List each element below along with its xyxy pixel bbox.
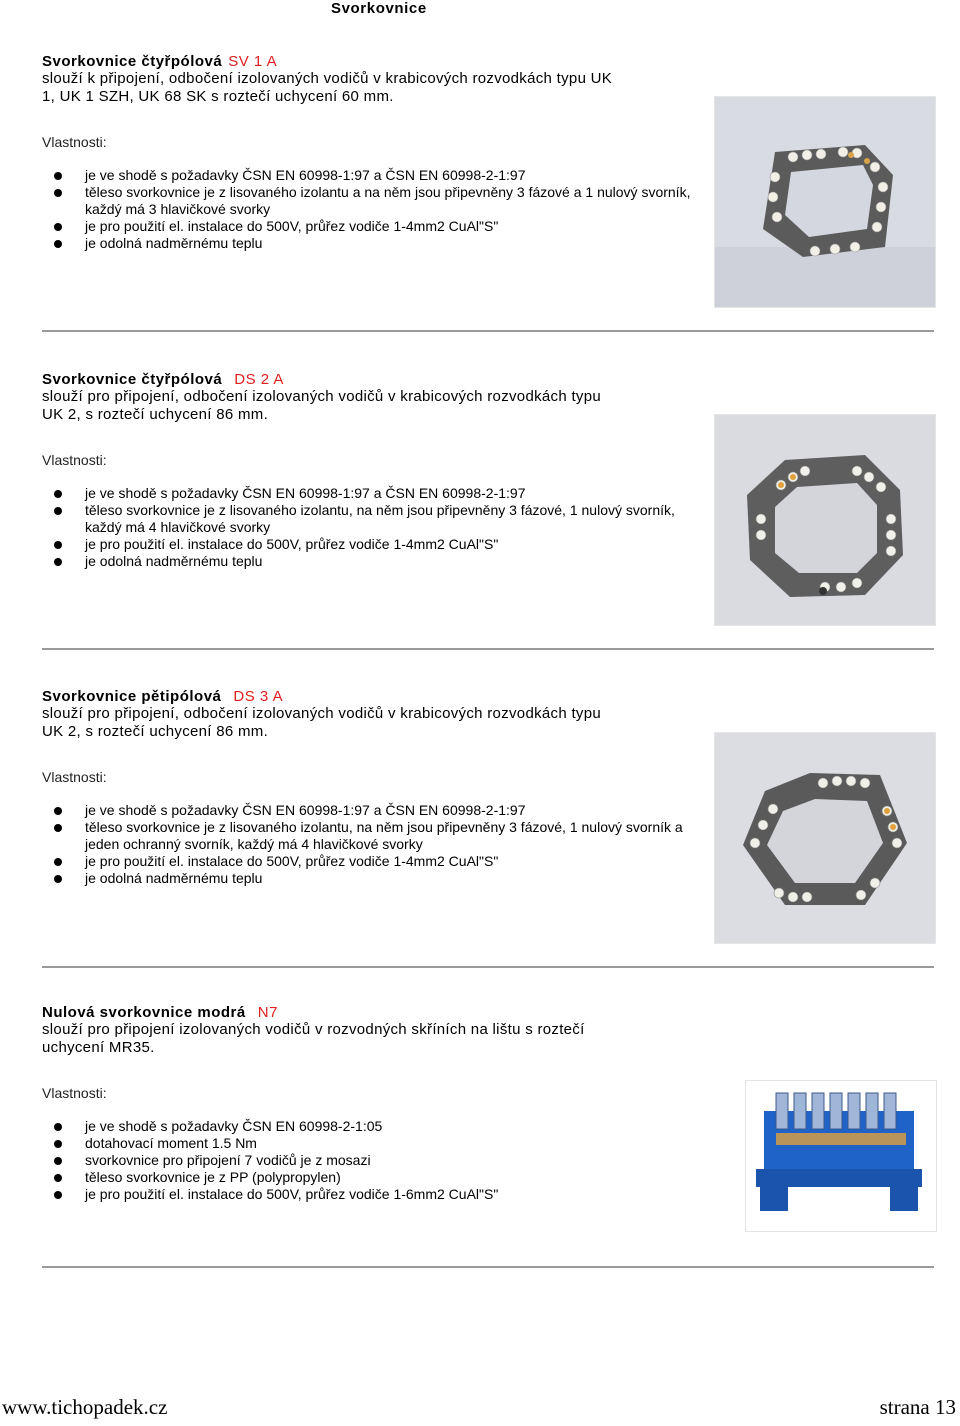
list-item: je odolná nadměrnému teplu xyxy=(42,235,702,252)
section-n7 xyxy=(42,1004,702,1203)
section-divider xyxy=(42,1266,934,1268)
section-ds3a xyxy=(42,688,702,887)
product-photo-ds2a xyxy=(714,414,936,626)
bullet-icon xyxy=(54,541,62,549)
properties-label: Vlastnosti: xyxy=(42,769,107,785)
list-item: těleso svorkovnice je z PP (polypropylen) xyxy=(42,1169,702,1186)
bullet-icon xyxy=(54,1174,62,1182)
section-title xyxy=(42,53,702,70)
product-description: slouží pro připojení izolovaných vodičů v rozvodných skříních na lištu s roztečí uchycení MR35. xyxy=(42,1021,585,1056)
list-item: dotahovací moment 1.5 Nm xyxy=(42,1135,702,1152)
product-code: SV 1 A xyxy=(228,53,278,70)
properties-list xyxy=(42,802,702,887)
list-item: je pro použití el. instalace do 500V, průřez vodiče 1-4mm2 CuAl"S" xyxy=(42,853,702,870)
product-photo-ds3a xyxy=(714,732,936,944)
product-name: Svorkovnice pětipólová xyxy=(42,688,222,705)
list-item: je ve shodě s požadavky ČSN EN 60998-1:97 a ČSN EN 60998-2-1:97 xyxy=(42,167,702,184)
section-divider xyxy=(42,648,934,650)
page-title: Svorkovnice xyxy=(331,0,427,17)
section-title xyxy=(42,371,702,388)
list-item: je pro použití el. instalace do 500V, průřez vodiče 1-4mm2 CuAl"S" xyxy=(42,536,702,553)
product-photo-sv1a xyxy=(714,96,936,308)
bullet-icon xyxy=(54,1157,62,1165)
section-divider xyxy=(42,966,934,968)
list-item: je ve shodě s požadavky ČSN EN 60998-2-1:05 xyxy=(42,1118,702,1135)
section-title xyxy=(42,688,702,705)
properties-list xyxy=(42,167,702,252)
list-item: je ve shodě s požadavky ČSN EN 60998-1:97 a ČSN EN 60998-2-1:97 xyxy=(42,485,702,502)
properties-label: Vlastnosti: xyxy=(42,452,107,468)
section-ds2a xyxy=(42,371,702,570)
list-item: těleso svorkovnice je z lisovaného izolantu, na něm jsou připevněny 3 fázové, 1 nulový svorník, každý má 4 hlavičkové svorky xyxy=(42,502,702,536)
bullet-icon xyxy=(54,223,62,231)
product-code: DS 3 A xyxy=(233,688,284,705)
product-description: slouží k připojení, odbočení izolovaných vodičů v krabicových rozvodkách typu UK 1, UK 1 SZH, UK 68 SK s roztečí uchycení 60 mm. xyxy=(42,70,613,105)
bullet-icon xyxy=(54,824,62,832)
bullet-icon xyxy=(54,875,62,883)
list-item: je odolná nadměrnému teplu xyxy=(42,870,702,887)
bullet-icon xyxy=(54,172,62,180)
list-item: je pro použití el. instalace do 500V, průřez vodiče 1-4mm2 CuAl"S" xyxy=(42,218,702,235)
product-code: DS 2 A xyxy=(234,371,284,388)
product-name: Svorkovnice čtyřpólová xyxy=(42,53,223,70)
list-item: je odolná nadměrnému teplu xyxy=(42,553,702,570)
product-photo-n7 xyxy=(745,1080,937,1232)
list-item: je ve shodě s požadavky ČSN EN 60998-1:97 a ČSN EN 60998-2-1:97 xyxy=(42,802,702,819)
footer-page-number: strana 13 xyxy=(879,1395,956,1419)
bullet-icon xyxy=(54,558,62,566)
bullet-icon xyxy=(54,240,62,248)
bullet-icon xyxy=(54,507,62,515)
section-sv1a xyxy=(42,53,702,252)
list-item: těleso svorkovnice je z lisovaného izolantu, na něm jsou připevněny 3 fázové, 1 nulový svorník a jeden ochranný svorník, každý má 4 hlavičkové svorky xyxy=(42,819,702,853)
properties-list xyxy=(42,1118,702,1203)
bullet-icon xyxy=(54,858,62,866)
bullet-icon xyxy=(54,189,62,197)
bullet-icon xyxy=(54,1191,62,1199)
list-item: je pro použití el. instalace do 500V, průřez vodiče 1-6mm2 CuAl"S" xyxy=(42,1186,702,1203)
product-description: slouží pro připojení, odbočení izolovaných vodičů v krabicových rozvodkách typu UK 2, s roztečí uchycení 86 mm. xyxy=(42,705,601,740)
properties-label: Vlastnosti: xyxy=(42,1085,107,1101)
list-item: těleso svorkovnice je z lisovaného izolantu a na něm jsou připevněny 3 fázové a 1 nulový svorník, každý má 3 hlavičkové svorky xyxy=(42,184,702,218)
bullet-icon xyxy=(54,1140,62,1148)
bullet-icon xyxy=(54,1123,62,1131)
bullet-icon xyxy=(54,490,62,498)
properties-list xyxy=(42,485,702,570)
section-title xyxy=(42,1004,702,1021)
product-name: Nulová svorkovnice modrá xyxy=(42,1004,246,1021)
section-divider xyxy=(42,330,934,332)
product-name: Svorkovnice čtyřpólová xyxy=(42,371,223,388)
footer-website[interactable]: www.tichopadek.cz xyxy=(2,1395,168,1419)
product-code: N7 xyxy=(257,1004,278,1021)
bullet-icon xyxy=(54,807,62,815)
list-item: svorkovnice pro připojení 7 vodičů je z mosazi xyxy=(42,1152,702,1169)
properties-label: Vlastnosti: xyxy=(42,134,107,150)
product-description: slouží pro připojení, odbočení izolovaných vodičů v krabicových rozvodkách typu UK 2, s roztečí uchycení 86 mm. xyxy=(42,388,601,423)
